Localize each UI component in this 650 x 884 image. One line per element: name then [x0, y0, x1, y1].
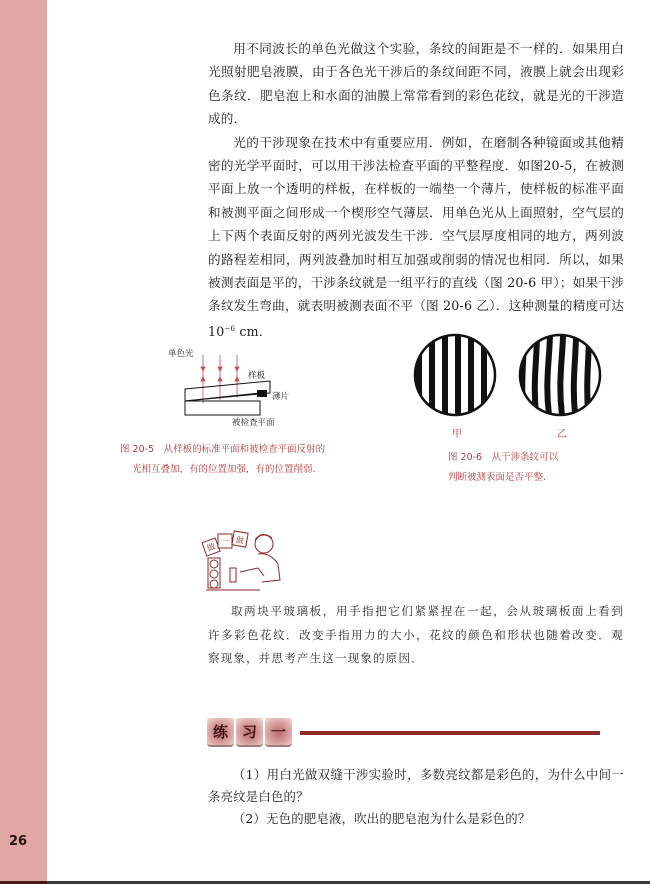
activity-text: 取两块平玻璃板，用手指把它们紧紧捏在一起，会从玻璃板面上看到许多彩色花纹．改变手指用力的大小，花纹的颜色和形状也随着改变．观察现象，并思考产生这一现象的原因．	[208, 604, 624, 666]
paragraph-2: 光的干涉现象在技术中有重要应用．例如，在磨制各种镜面或其他精密的光学平面时，可以用干涉法检查平面的平整程度．如图20-5，在被测平面上放一个透明的样板，在样板的一端垫一个薄片，使样板的标准平面和被测平面之间形成一个楔形空气薄层．用单色光从上面照射，空气层的上下两个表面反射的两列光波发生干涉．空气层厚度相同的地方，两列波的路程差相同，两列波叠加时相互加强或削弱的情况也相同．所以，如果被测表面是平的，干涉条纹就是一组平行的直线（图 20-6 甲）；如果干涉条纹发生弯曲，就表明被测表面不平（图 20-6 乙）．这种测量的精度可达 $10^{-6}$ cm.	[208, 134, 624, 339]
label-template: 样板	[248, 371, 266, 381]
figure-20-6-caption: 图 20-6 从干涉条纹可以 判断被测表面是否平整.	[448, 452, 559, 483]
exercise-header-rule	[300, 731, 600, 735]
page-number: 26	[9, 834, 28, 849]
svg-text:做: 做	[235, 535, 245, 546]
exercise-tab-2: 习	[236, 718, 263, 747]
svg-text:一: 一	[221, 537, 229, 546]
label-jia: 甲	[452, 429, 462, 440]
body-text	[208, 37, 624, 343]
question-2: （2）无色的肥皂液，吹出的肥皂泡为什么是彩色的？	[232, 811, 531, 826]
figure-20-6-fringes	[410, 333, 610, 443]
label-yi: 乙	[557, 429, 567, 440]
paragraph-1: 用不同波长的单色光做这个实验，条纹的间距是不一样的．如果用白光照射肥皂液膜，由于各色光干涉后的条纹间距不同，液膜上就会出现彩色条纹．肥皂泡上和水面的油膜上常常看到的彩色花纹，就是光的干涉造成的．	[208, 41, 624, 127]
label-shim: 薄片	[272, 392, 290, 402]
activity-illustration-icon	[200, 528, 300, 594]
page-margin-strip	[0, 0, 47, 881]
exercise-header	[207, 716, 294, 748]
label-test-surface: 被检查平面	[232, 418, 275, 428]
label-monochromatic-light: 单色光	[168, 349, 194, 359]
exercise-tab-3: 一	[265, 718, 292, 747]
question-1: （1）用白光做双缝干涉实验时，多数亮纹都是彩色的，为什么中间一条亮纹是白色的？	[208, 767, 624, 804]
figure-20-5-caption: 图 20-5 从样板的标准平面和被检查平面反射的 光相互叠加，有的位置加强，有的位置削弱.	[120, 444, 326, 475]
figure-20-5-diagram	[168, 345, 288, 430]
exercise-questions	[208, 764, 624, 830]
svg-text:做: 做	[205, 541, 217, 554]
exercise-tab-1: 练	[207, 718, 234, 747]
precision-exponent: −6	[224, 324, 236, 333]
